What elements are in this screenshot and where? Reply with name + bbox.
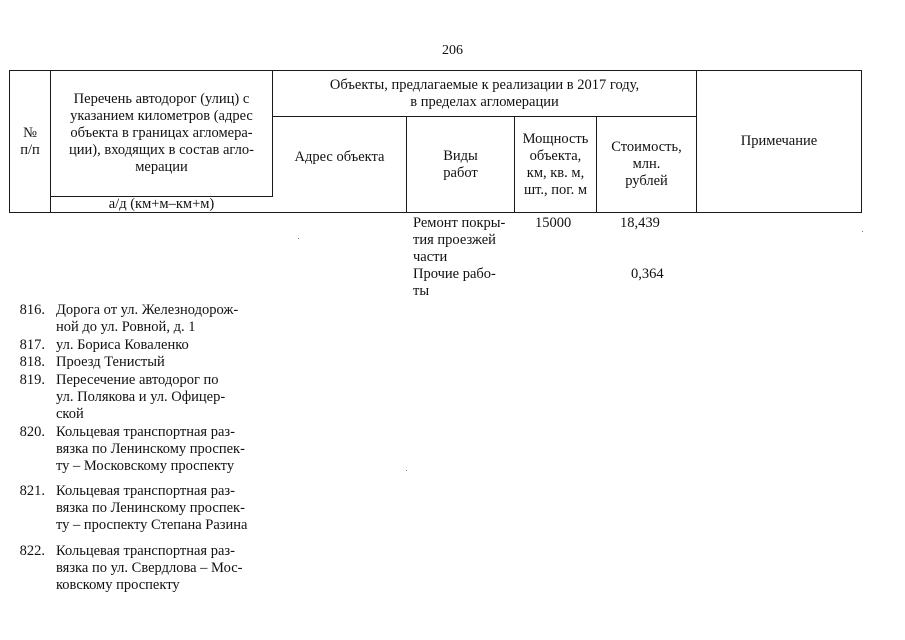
list-item: Дорога от ул. Железнодорож- ной до ул. Ровной, д. 1	[56, 302, 239, 335]
item-number: 819.	[19, 372, 45, 388]
scan-speck	[298, 238, 299, 239]
item-number: 821.	[19, 483, 45, 499]
work-type-1: Ремонт покры- тия проезжей части	[413, 215, 506, 265]
header-objects: Объекты, предлагаемые к реализации в 2017 году, в пределах агломерации	[329, 76, 640, 110]
header-address: Адрес объекта	[294, 148, 385, 165]
list-item: Кольцевая транспортная раз- вязка по Ленинскому проспек- ту – Московскому проспекту	[56, 424, 245, 474]
item-number: 822.	[19, 543, 45, 559]
header-cost: Стоимость, млн. рублей	[611, 139, 682, 189]
header-work-type: Виды работ	[443, 147, 478, 181]
list-item: Кольцевая транспортная раз- вязка по Ленинскому проспек- ту – проспекту Степана Разина	[56, 483, 248, 533]
scan-speck	[406, 470, 407, 471]
list-item: ул. Бориса Коваленко	[56, 337, 189, 353]
scan-speck	[862, 231, 863, 232]
header-note: Примечание	[740, 133, 818, 149]
list-item: Проезд Тенистый	[56, 354, 165, 370]
header-roads: Перечень автодорог (улиц) с указанием километров (адрес объекта в границах агломера- ции), входящих в состав агло- мерации	[69, 91, 254, 175]
list-item: Пересечение автодорог по ул. Полякова и ул. Офицер- ской	[56, 372, 226, 422]
page-number: 206	[442, 43, 463, 58]
work-cost-1: 18,439	[620, 215, 660, 231]
list-item: Кольцевая транспортная раз- вязка по ул. Свердлова – Мос- ковскому проспекту	[56, 543, 243, 593]
header-subrow: а/д (км+м–км+м)	[108, 196, 215, 212]
item-number: 818.	[19, 354, 45, 370]
item-number: 817.	[19, 337, 45, 353]
header-num: № п/п	[20, 124, 40, 158]
item-number: 816.	[19, 302, 45, 318]
item-number: 820.	[19, 424, 45, 440]
work-capacity-1: 15000	[535, 215, 572, 231]
work-type-2: Прочие рабо- ты	[413, 266, 496, 299]
work-cost-2: 0,364	[631, 266, 664, 282]
header-capacity: Мощность объекта, км, кв. м, шт., пог. м	[522, 130, 589, 198]
